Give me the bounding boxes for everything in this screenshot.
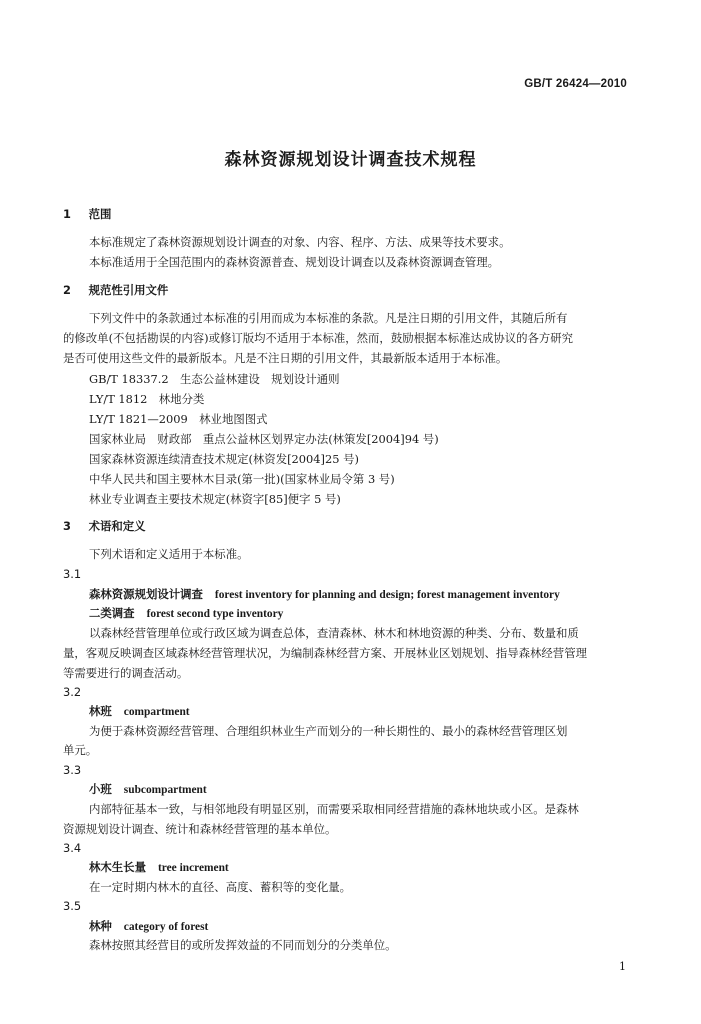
- term-english: subcompartment: [123, 784, 207, 796]
- term-chinese: 林种: [89, 919, 112, 933]
- term-heading: [89, 781, 207, 798]
- term-chinese: 二类调查: [89, 606, 135, 620]
- term-heading: [89, 918, 208, 935]
- term-chinese: 林木生长量: [89, 860, 146, 874]
- section-title: 范围: [88, 207, 112, 221]
- page-number: 1: [619, 960, 626, 973]
- reference-item: 中华人民共和国主要林木目录(第一批)(国家林业局令第 3 号): [89, 472, 395, 486]
- term-number: 3.4: [63, 841, 82, 855]
- document-title: 森林资源规划设计调查技术规程: [224, 150, 477, 170]
- term-chinese: 森林资源规划设计调查: [89, 587, 203, 601]
- section-title: 规范性引用文件: [88, 283, 169, 297]
- reference-item: 林业专业调查主要技术规定(林资字[85]便字 5 号): [89, 492, 341, 506]
- term-english: forest inventory for planning and design; forest management inventory: [214, 589, 560, 601]
- paragraph: 下列术语和定义适用于本标准。: [89, 547, 249, 561]
- definition-line: 为便于森林资源经营管理、合理组织林业生产而划分的一种长期性的、最小的森林经营管理区划: [89, 724, 568, 738]
- term-number: 3.2: [63, 685, 82, 699]
- term-chinese: 小班: [89, 782, 112, 796]
- definition-line: 内部特征基本一致，与相邻地段有明显区别，而需要采取相同经营措施的森林地块或小区。是森林: [89, 802, 579, 816]
- standard-code: GB/T 26424—2010: [524, 78, 627, 90]
- paragraph: 本标准规定了森林资源规划设计调查的对象、内容、程序、方法、成果等技术要求。: [89, 235, 511, 249]
- term-number: 3.1: [63, 567, 82, 581]
- term-english: category of forest: [123, 921, 209, 933]
- term-chinese: 林班: [89, 704, 112, 718]
- paragraph-line: 下列文件中的条款通过本标准的引用而成为本标准的条款。凡是注日期的引用文件，其随后所有: [89, 311, 568, 325]
- reference-item: 国家森林资源连续清查技术规定(林资发[2004]25 号): [89, 452, 359, 466]
- reference-item: LY/T 1821—2009 林业地图图式: [89, 412, 268, 426]
- term-number: 3.5: [63, 899, 82, 913]
- section-number: 2: [63, 283, 71, 297]
- definition-line: 在一定时期内林木的直径、高度、蓄积等的变化量。: [89, 880, 351, 894]
- definition-line: 资源规划设计调查、统计和森林经营管理的基本单位。: [63, 822, 337, 836]
- term-english: compartment: [123, 706, 190, 718]
- section-2-heading: [63, 282, 168, 298]
- term-english: tree increment: [157, 862, 229, 874]
- reference-item: 国家林业局 财政部 重点公益林区划界定办法(林策发[2004]94 号): [89, 432, 439, 446]
- section-number: 1: [63, 207, 71, 221]
- term-number: 3.3: [63, 763, 82, 777]
- term-heading: [89, 859, 229, 876]
- paragraph-line: 是否可使用这些文件的最新版本。凡是不注日期的引用文件，其最新版本适用于本标准。: [63, 351, 508, 365]
- section-3-heading: [63, 518, 146, 534]
- definition-line: 以森林经营管理单位或行政区域为调查总体，查清森林、林木和林地资源的种类、分布、数量和质: [89, 626, 579, 640]
- term-heading: [89, 586, 560, 603]
- section-1-heading: [63, 206, 111, 222]
- paragraph-line: 的修改单(不包括勘误的内容)或修订版均不适用于本标准，然而，鼓励根据本标准达成协议的各方研究: [63, 331, 574, 345]
- definition-line: 等需要进行的调查活动。: [63, 666, 189, 680]
- definition-line: 森林按照其经营目的或所发挥效益的不同而划分的分类单位。: [89, 938, 397, 952]
- reference-item: LY/T 1812 林地分类: [89, 392, 205, 406]
- definition-line: 量，客观反映调查区域森林经营管理状况，为编制森林经营方案、开展林业区划规划、指导森林经营管理: [63, 646, 587, 660]
- definition-line: 单元。: [63, 743, 98, 757]
- term-english: forest second type inventory: [146, 608, 284, 620]
- section-title: 术语和定义: [88, 519, 146, 533]
- reference-item: GB/T 18337.2 生态公益林建设 规划设计通则: [89, 372, 340, 386]
- paragraph: 本标准适用于全国范围内的森林资源普查、规划设计调查以及森林资源调查管理。: [89, 255, 500, 269]
- section-number: 3: [63, 519, 71, 533]
- term-synonym: [89, 605, 283, 622]
- term-heading: [89, 703, 190, 720]
